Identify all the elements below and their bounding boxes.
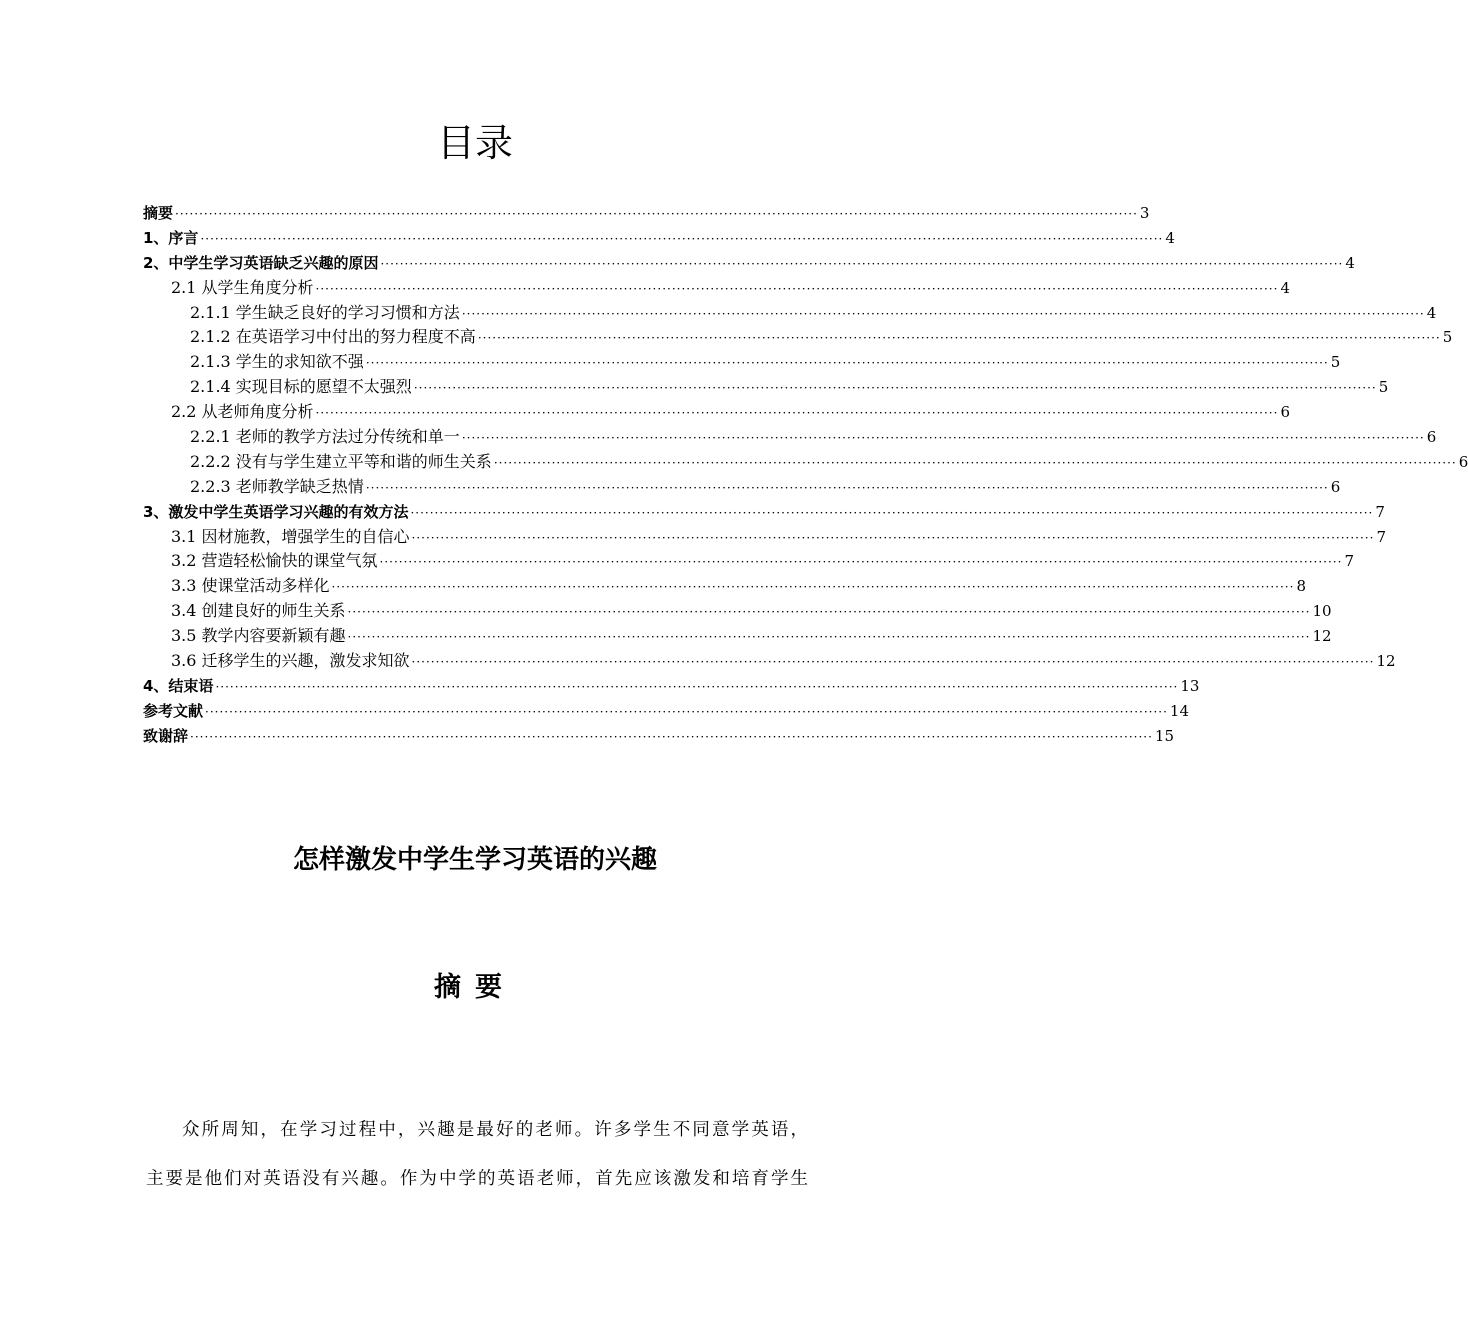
toc-entry-page: 12: [1376, 652, 1396, 671]
abstract-line: 众所周知，在学习过程中，兴趣是最好的老师。许多学生不同意学英语，: [182, 1120, 808, 1140]
toc-leader-dots: ········································································································································································································: [365, 480, 1329, 495]
toc-entry[interactable]: [143, 276, 1290, 301]
toc-entry-inner: [143, 251, 1355, 277]
toc-entry[interactable]: [143, 525, 1386, 550]
table-of-contents: [143, 201, 1468, 749]
toc-entry-inner: [171, 624, 1332, 650]
toc-entry[interactable]: [143, 400, 1290, 425]
toc-entry-label: 2.1.3 学生的求知欲不强: [190, 350, 366, 375]
toc-leader-dots: ········································································································································································································: [315, 406, 1279, 421]
toc-entry-label: 2.2.1 老师的教学方法过分传统和单一: [190, 425, 462, 450]
toc-entry-inner: [190, 301, 1437, 327]
toc-entry[interactable]: [143, 475, 1341, 500]
toc-entry[interactable]: [143, 549, 1354, 574]
toc-entry-page: 7: [1376, 527, 1386, 546]
toc-entry-page: 13: [1180, 676, 1200, 695]
document-title: 怎样激发中学生学习英语的兴趣: [292, 845, 657, 875]
toc-leader-dots: ········································································································································································································: [461, 306, 1425, 321]
toc-entry[interactable]: [143, 500, 1385, 525]
toc-entry[interactable]: [143, 649, 1396, 674]
toc-entry-label: 2.1.1 学生缺乏良好的学习习惯和方法: [190, 301, 462, 326]
toc-entry[interactable]: [143, 301, 1437, 326]
toc-entry-page: 5: [1442, 328, 1453, 347]
toc-leader-dots: ········································································································································································································: [477, 331, 1441, 346]
toc-entry[interactable]: [143, 724, 1174, 749]
toc-leader-dots: ········································································································································································································: [175, 207, 1138, 221]
toc-leader-dots: ········································································································································································································: [190, 729, 1153, 744]
toc-entry-page: 4: [1280, 278, 1290, 297]
toc-entry-page: 6: [1426, 428, 1437, 447]
toc-leader-dots: ········································································································································································································: [493, 455, 1457, 470]
toc-entry[interactable]: [143, 425, 1437, 450]
toc-entry-inner: [143, 699, 1189, 725]
toc-entry[interactable]: [143, 251, 1355, 276]
toc-entry-inner: [190, 475, 1341, 501]
toc-entry-inner: [171, 649, 1396, 675]
toc-entry-page: 15: [1154, 726, 1174, 745]
toc-entry[interactable]: [143, 201, 1150, 226]
toc-leader-dots: ········································································································································································································: [347, 630, 1311, 645]
abstract-heading: 摘要: [434, 972, 516, 1003]
toc-entry-page: 12: [1312, 627, 1332, 646]
toc-entry-label: 3.6 迁移学生的兴趣，激发求知欲: [171, 649, 412, 674]
toc-entry-page: 5: [1330, 353, 1341, 372]
toc-leader-dots: ········································································································································································································: [347, 605, 1311, 620]
toc-entry[interactable]: [143, 350, 1341, 375]
toc-entry-label: 4、结束语: [143, 674, 215, 699]
toc-entry-inner: [171, 599, 1332, 625]
toc-entry[interactable]: [143, 226, 1175, 251]
toc-entry-page: 14: [1169, 701, 1189, 720]
toc-entry-label: 3.4 创建良好的师生关系: [171, 599, 348, 624]
abstract-body: [146, 1106, 808, 1204]
toc-leader-dots: ········································································································································································································: [200, 231, 1164, 246]
toc-leader-dots: ········································································································································································································: [380, 256, 1344, 271]
toc-entry-inner: [190, 325, 1453, 351]
toc-entry[interactable]: [143, 699, 1189, 724]
toc-entry-page: 4: [1426, 303, 1437, 322]
toc-title: 目录: [436, 121, 513, 165]
toc-leader-dots: ········································································································································································································: [413, 381, 1377, 396]
toc-entry-inner: [171, 525, 1386, 551]
toc-entry-inner: [171, 574, 1306, 600]
toc-entry[interactable]: [143, 450, 1468, 475]
toc-entry-inner: [171, 276, 1290, 302]
toc-entry-inner: [190, 350, 1341, 376]
toc-leader-dots: ········································································································································································································: [411, 655, 1375, 670]
toc-entry-inner: [143, 674, 1200, 700]
toc-leader-dots: ········································································································································································································: [315, 281, 1279, 296]
toc-entry-label: 2.1 从学生角度分析: [171, 276, 316, 301]
toc-entry-label: 3.1 因材施教，增强学生的自信心: [171, 525, 412, 550]
toc-entry-inner: [171, 549, 1354, 575]
toc-entry-label: 3.3 使课堂活动多样化: [171, 574, 332, 599]
toc-entry[interactable]: [143, 325, 1453, 350]
toc-leader-dots: ········································································································································································································: [205, 704, 1168, 719]
toc-entry-inner: [190, 425, 1437, 451]
toc-entry-inner: [143, 724, 1174, 750]
toc-leader-dots: ········································································································································································································: [411, 530, 1375, 545]
toc-leader-dots: ········································································································································································································: [331, 580, 1295, 595]
toc-leader-dots: ········································································································································································································: [379, 555, 1343, 570]
toc-entry[interactable]: [143, 599, 1332, 624]
toc-entry-page: 3: [1139, 204, 1150, 222]
abstract-line: 主要是他们对英语没有兴趣。作为中学的英语老师，首先应该激发和培育学生: [146, 1169, 808, 1189]
toc-entry-inner: [143, 201, 1150, 227]
toc-entry-label: 2.2.2 没有与学生建立平等和谐的师生关系: [190, 450, 494, 475]
toc-entry[interactable]: [143, 375, 1389, 400]
toc-entry-label: 2.2.3 老师教学缺乏热情: [190, 475, 366, 500]
toc-entry-label: 2.2 从老师角度分析: [171, 400, 316, 425]
toc-entry-page: 10: [1312, 602, 1332, 621]
toc-entry[interactable]: [143, 624, 1332, 649]
toc-leader-dots: ········································································································································································································: [461, 431, 1425, 446]
toc-entry-page: 4: [1165, 228, 1175, 247]
toc-entry-label: 致谢辞: [143, 724, 190, 749]
toc-entry[interactable]: [143, 674, 1200, 699]
toc-entry-inner: [190, 375, 1389, 401]
toc-entry-page: 7: [1375, 502, 1385, 521]
toc-leader-dots: ········································································································································································································: [365, 356, 1329, 371]
toc-entry-page: 7: [1344, 552, 1354, 571]
toc-entry-label: 参考文献: [143, 699, 205, 724]
toc-entry-page: 6: [1330, 477, 1341, 496]
toc-entry-page: 8: [1296, 577, 1306, 596]
toc-leader-dots: ········································································································································································································: [410, 505, 1374, 520]
toc-entry-page: 4: [1345, 253, 1355, 272]
toc-entry[interactable]: [143, 574, 1306, 599]
toc-entry-page: 6: [1280, 403, 1290, 422]
toc-entry-label: 2、中学生学习英语缺乏兴趣的原因: [143, 251, 380, 276]
toc-entry-label: 3.2 营造轻松愉快的课堂气氛: [171, 549, 380, 574]
toc-entry-page: 5: [1378, 378, 1389, 397]
toc-entry-page: 6: [1458, 452, 1468, 471]
toc-entry-label: 3.5 教学内容要新颖有趣: [171, 624, 348, 649]
toc-entry-label: 1、序言: [143, 226, 200, 251]
toc-leader-dots: ········································································································································································································: [215, 679, 1179, 694]
toc-entry-inner: [171, 400, 1290, 426]
toc-entry-inner: [143, 226, 1175, 252]
toc-entry-label: 2.1.2 在英语学习中付出的努力程度不高: [190, 325, 478, 350]
toc-entry-inner: [143, 500, 1385, 526]
toc-entry-label: 3、激发中学生英语学习兴趣的有效方法: [143, 500, 410, 525]
toc-entry-inner: [190, 450, 1468, 476]
toc-entry-label: 2.1.4 实现目标的愿望不太强烈: [190, 375, 414, 400]
toc-entry-label: 摘要: [143, 201, 175, 226]
